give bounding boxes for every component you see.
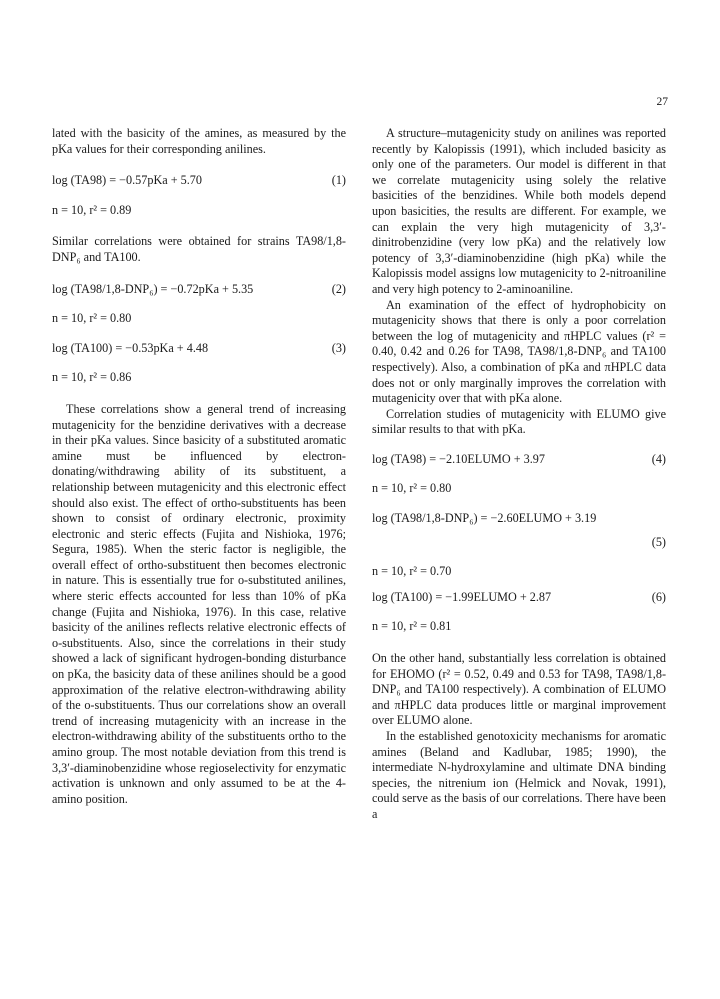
right-column [372, 126, 666, 823]
equation-1 [52, 173, 346, 189]
page-number: 27 [656, 96, 668, 108]
equation-2 [52, 282, 346, 298]
equation-4 [372, 452, 666, 468]
equation-number: (4) [651, 451, 666, 466]
paragraph: In the established genotoxicity mechanisms for aromatic amines (Beland and Kadlubar, 1985; 1990), the intermediate N-hydroxylamine and ultimate DNA binding species, the nitrenium ion (Helmick and Novak, 1991), could serve as the basis of our correlations. There have been a [372, 729, 666, 821]
equation-expression: log (TA98) = −2.10ELUMO + 3.97 [372, 451, 545, 466]
statistics: n = 10, r² = 0.80 [52, 311, 132, 326]
equation-5-number: (5) [651, 534, 666, 549]
equation-number: (3) [331, 340, 346, 355]
equation-5-expression: log (TA98/1,8-DNP₆) = −2.60ELUMO + 3.19 [372, 511, 597, 526]
left-column [52, 126, 346, 807]
paragraph: Similar correlations were obtained for strains TA98/1,8-DNP₆ and TA100. [52, 234, 346, 264]
equation-expression: log (TA98/1,8-DNP₆) = −0.72pKa + 5.35 [52, 281, 254, 296]
statistics: n = 10, r² = 0.70 [372, 564, 452, 579]
paragraph: These correlations show a general trend of increasing mutagenicity for the benzidine derivatives with a decrease in their pKa values. Since basicity of a substituted aromatic amine must be influenced by electron-donating/withdrawing ability of its substituent, a relationship between mutagenicity and this electronic effect should also exist. The effect of ortho-substituents has been shown to consist of ordinary electronic, proximity electronic and steric effects (Fujita and Nishioka, 1976; Segura, 1985). When the steric factor is negligible, the overall effect of ortho-substituent then becomes electronic in nature. This is essentially true for o-substituted anilines, where steric effects accounted for less than 10% of pKa change (Fujita and Nishioka, 1976). In this case, relative basicity of the anilines reflects relative electronic effects of o-substituents. Also, since the correlations in their study showed a lack of significant hydrogen-bonding disturbance on pKa, the basicity data of these anilines should be a good approximation of the relative electron-withdrawing ability of the o-substituents. Thus our correlations show an overall trend of increasing mutagenicity with an increase in the electron-withdrawing ability of the substituents ortho to the amino group. The most notable deviation from this trend is 3,3′-diaminobenzidine whose regioselectivity for enzymatic activation is unknown and only assumed to be at the 4-amino position. [52, 401, 346, 806]
equation-expression: log (TA98) = −0.57pKa + 5.70 [52, 173, 202, 188]
statistics: n = 10, r² = 0.80 [372, 481, 452, 496]
paragraph: On the other hand, substantially less correlation is obtained for EHOMO (r² = 0.52, 0.49 and 0.53 for TA98, TA98/1,8-DNP₆ and TA100 respectively). A combination of ELUMO and πHPLC data produces little or marginal improvement over ELUMO alone. [372, 651, 666, 728]
statistics: n = 10, r² = 0.86 [52, 370, 132, 385]
paragraph: Correlation studies of mutagenicity with ELUMO give similar results to that with pKa. [372, 406, 666, 437]
paragraph: A structure–mutagenicity study on anilines was reported recently by Kalopissis (1991), which included basicity as only one of the parameters. Our model is different in that we correlate mutagenicity using solely the relative basicities of the benzidines. While both models depend upon basicities, the results are different. For example, we can explain the very high mutagenicity of 3,3′-dinitrobenzidine (very low pKa) and the relatively low potency of 3,3′-diaminobenzidine (high pKa) while the Kalopissis model assigns low mutagenicity to 2-nitroaniline and very high potency to 2-aminoaniline. [372, 126, 666, 296]
equation-6 [372, 590, 666, 606]
statistics: n = 10, r² = 0.81 [372, 619, 452, 634]
equation-number: (6) [651, 589, 666, 604]
equation-number: (1) [331, 173, 346, 188]
equation-expression: log (TA100) = −1.99ELUMO + 2.87 [372, 589, 552, 604]
equation-expression: log (TA100) = −0.53pKa + 4.48 [52, 340, 209, 355]
paragraph: lated with the basicity of the amines, as measured by the pKa values for their corresponding anilines. [52, 126, 346, 156]
equation-number: (2) [331, 281, 346, 296]
statistics: n = 10, r² = 0.89 [52, 202, 132, 217]
paragraph: An examination of the effect of hydrophobicity on mutagenicity shows that there is only a poor correlation between the log of mutagenicity and πHPLC values (r² = 0.40, 0.42 and 0.26 for TA98, TA98/1,8-DNP₆ and TA100 respectively). Also, a combination of pKa and πHPLC data does not or only marginally improves the correlation with mutagenicity over that with pKa alone. [372, 297, 666, 406]
equation-3 [52, 341, 346, 357]
